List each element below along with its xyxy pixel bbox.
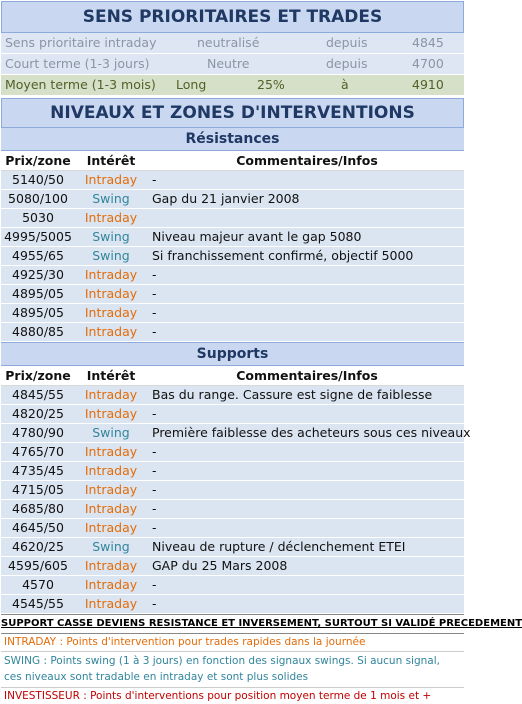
- comment-cell: -: [152, 501, 157, 516]
- interest-cell: Intraday: [84, 305, 138, 320]
- interest-cell: Swing: [92, 229, 130, 244]
- interest-cell: Intraday: [84, 577, 138, 592]
- comment-cell: -: [152, 482, 157, 497]
- priority-row-court-terme: [1, 54, 464, 75]
- price-cell: 4685/80: [12, 501, 64, 516]
- price-cell: 5030: [22, 210, 54, 225]
- comment-cell: GAP du 25 Mars 2008: [152, 558, 288, 573]
- table-row: [1, 171, 464, 190]
- interest-cell: Swing: [92, 539, 130, 554]
- table-row: [1, 519, 464, 538]
- table-row: [1, 538, 464, 557]
- note-intraday: INTRADAY : Points d'intervention pour trades rapides dans la journée: [1, 634, 464, 652]
- interest-cell: Intraday: [84, 482, 138, 497]
- price-cell: 4715/05: [12, 482, 64, 497]
- comment-cell: -: [152, 267, 157, 282]
- column-header-commentaires: Commentaires/Infos: [236, 368, 378, 383]
- comment-cell: -: [152, 463, 157, 478]
- comment-cell: -: [152, 406, 157, 421]
- interest-cell: Intraday: [84, 501, 138, 516]
- priority-value: 25%: [257, 77, 285, 92]
- table-row: [1, 595, 464, 614]
- priority-row-intraday: [1, 33, 464, 54]
- column-header-commentaires: Commentaires/Infos: [236, 153, 378, 168]
- comment-cell: -: [152, 172, 157, 187]
- comment-cell: Niveau de rupture / déclenchement ETEI: [152, 539, 406, 554]
- price-cell: 4780/90: [12, 425, 64, 440]
- comment-cell: Bas du range. Cassure est signe de faiblesse: [152, 387, 433, 402]
- column-header-interet: Intérêt: [86, 368, 136, 383]
- note-swing: SWING : Points swing (1 à 3 jours) en fonction des signaux swings. Si aucun signal, ces niveaux sont tradable en intraday et sont plus solides: [1, 652, 464, 688]
- note-support-casse: SUPPORT CASSE DEVIENS RESISTANCE ET INVERSEMENT, SURTOUT SI VALIDÉ PRECEDEMENT: [1, 614, 464, 634]
- interest-cell: Swing: [92, 248, 130, 263]
- priority-label: Court terme (1-3 jours): [5, 56, 150, 71]
- comment-cell: -: [152, 305, 157, 320]
- price-cell: 4995/5005: [4, 229, 72, 244]
- table-row: [1, 190, 464, 209]
- price-cell: 4880/85: [12, 324, 64, 339]
- comment-cell: Première faiblesse des acheteurs sous ces niveaux: [152, 425, 471, 440]
- supports-rows: [1, 386, 471, 614]
- priority-since-label: depuis: [326, 35, 368, 50]
- table-row: [1, 266, 464, 285]
- interest-cell: Intraday: [84, 463, 138, 478]
- price-cell: 5140/50: [12, 172, 64, 187]
- table-row: [1, 285, 464, 304]
- table-row: [1, 481, 464, 500]
- table-row: [1, 209, 464, 228]
- table-row: [1, 228, 464, 247]
- supports-title: Supports: [1, 342, 464, 366]
- priority-since: 4700: [412, 56, 444, 71]
- price-cell: 4645/50: [12, 520, 64, 535]
- price-cell: 4955/65: [12, 248, 64, 263]
- price-cell: 4595/605: [8, 558, 68, 573]
- table-row: [1, 557, 464, 576]
- comment-cell: -: [152, 286, 157, 301]
- table-row: [1, 443, 464, 462]
- table-row: [1, 576, 464, 595]
- comment-cell: -: [152, 577, 157, 592]
- price-cell: 4620/25: [12, 539, 64, 554]
- table-row: [1, 386, 464, 405]
- priority-since-label: à: [341, 77, 349, 92]
- table-row: [1, 405, 464, 424]
- supports-header: [1, 366, 464, 386]
- comment-cell: Gap du 21 janvier 2008: [152, 191, 300, 206]
- comment-cell: -: [152, 324, 157, 339]
- interest-cell: Intraday: [84, 286, 138, 301]
- price-cell: 4845/55: [12, 387, 64, 402]
- interest-cell: Intraday: [84, 444, 138, 459]
- price-cell: 4765/70: [12, 444, 64, 459]
- priority-since-label: depuis: [326, 56, 368, 71]
- price-cell: 4820/25: [12, 406, 64, 421]
- priority-value: Neutre: [207, 56, 250, 71]
- price-cell: 5080/100: [8, 191, 68, 206]
- resistances-title: Résistances: [1, 128, 464, 151]
- comment-cell: -: [152, 596, 157, 611]
- priority-row-moyen-terme: [1, 75, 464, 96]
- priority-since: 4845: [412, 35, 444, 50]
- priority-label: Sens prioritaire intraday: [5, 35, 157, 50]
- table-row: [1, 500, 464, 519]
- price-cell: 4545/55: [12, 596, 64, 611]
- priority-value: neutralisé: [197, 35, 260, 50]
- table-row: [1, 462, 464, 481]
- interest-cell: Intraday: [84, 172, 138, 187]
- priority-since: 4910: [412, 77, 444, 92]
- resistances-rows: [1, 171, 464, 342]
- interest-cell: Intraday: [84, 387, 138, 402]
- interest-cell: Intraday: [84, 210, 138, 225]
- comment-cell: Si franchissement confirmé, objectif 5000: [152, 248, 414, 263]
- interest-cell: Intraday: [84, 558, 138, 573]
- price-cell: 4895/05: [12, 305, 64, 320]
- resistances-header: [1, 151, 464, 171]
- price-cell: 4735/45: [12, 463, 64, 478]
- interest-cell: Intraday: [84, 267, 138, 282]
- interest-cell: Intraday: [84, 596, 138, 611]
- comment-cell: Niveau majeur avant le gap 5080: [152, 229, 362, 244]
- main-title: SENS PRIORITAIRES ET TRADES: [1, 1, 464, 33]
- priority-label: Moyen terme (1-3 mois): [5, 77, 156, 92]
- column-header-interet: Intérêt: [86, 153, 136, 168]
- interest-cell: Intraday: [84, 520, 138, 535]
- table-row: [1, 424, 471, 443]
- note-investisseur: INVESTISSEUR : Points d'interventions pour position moyen terme de 1 mois et +: [1, 688, 464, 704]
- interest-cell: Intraday: [84, 406, 138, 421]
- table-row: [1, 247, 464, 266]
- column-header-prix: Prix/zone: [5, 153, 71, 168]
- priority-mid: Long: [176, 77, 207, 92]
- price-cell: 4895/05: [12, 286, 64, 301]
- interest-cell: Swing: [92, 191, 130, 206]
- trading-levels-sheet: [1, 1, 522, 704]
- interest-cell: Swing: [92, 425, 130, 440]
- table-row: [1, 304, 464, 323]
- price-cell: 4925/30: [12, 267, 64, 282]
- comment-cell: -: [152, 444, 157, 459]
- table-row: [1, 323, 464, 342]
- comment-cell: -: [152, 520, 157, 535]
- price-cell: 4570: [22, 577, 54, 592]
- column-header-prix: Prix/zone: [5, 368, 71, 383]
- section-title: NIVEAUX ET ZONES D'INTERVENTIONS: [1, 98, 464, 128]
- interest-cell: Intraday: [84, 324, 138, 339]
